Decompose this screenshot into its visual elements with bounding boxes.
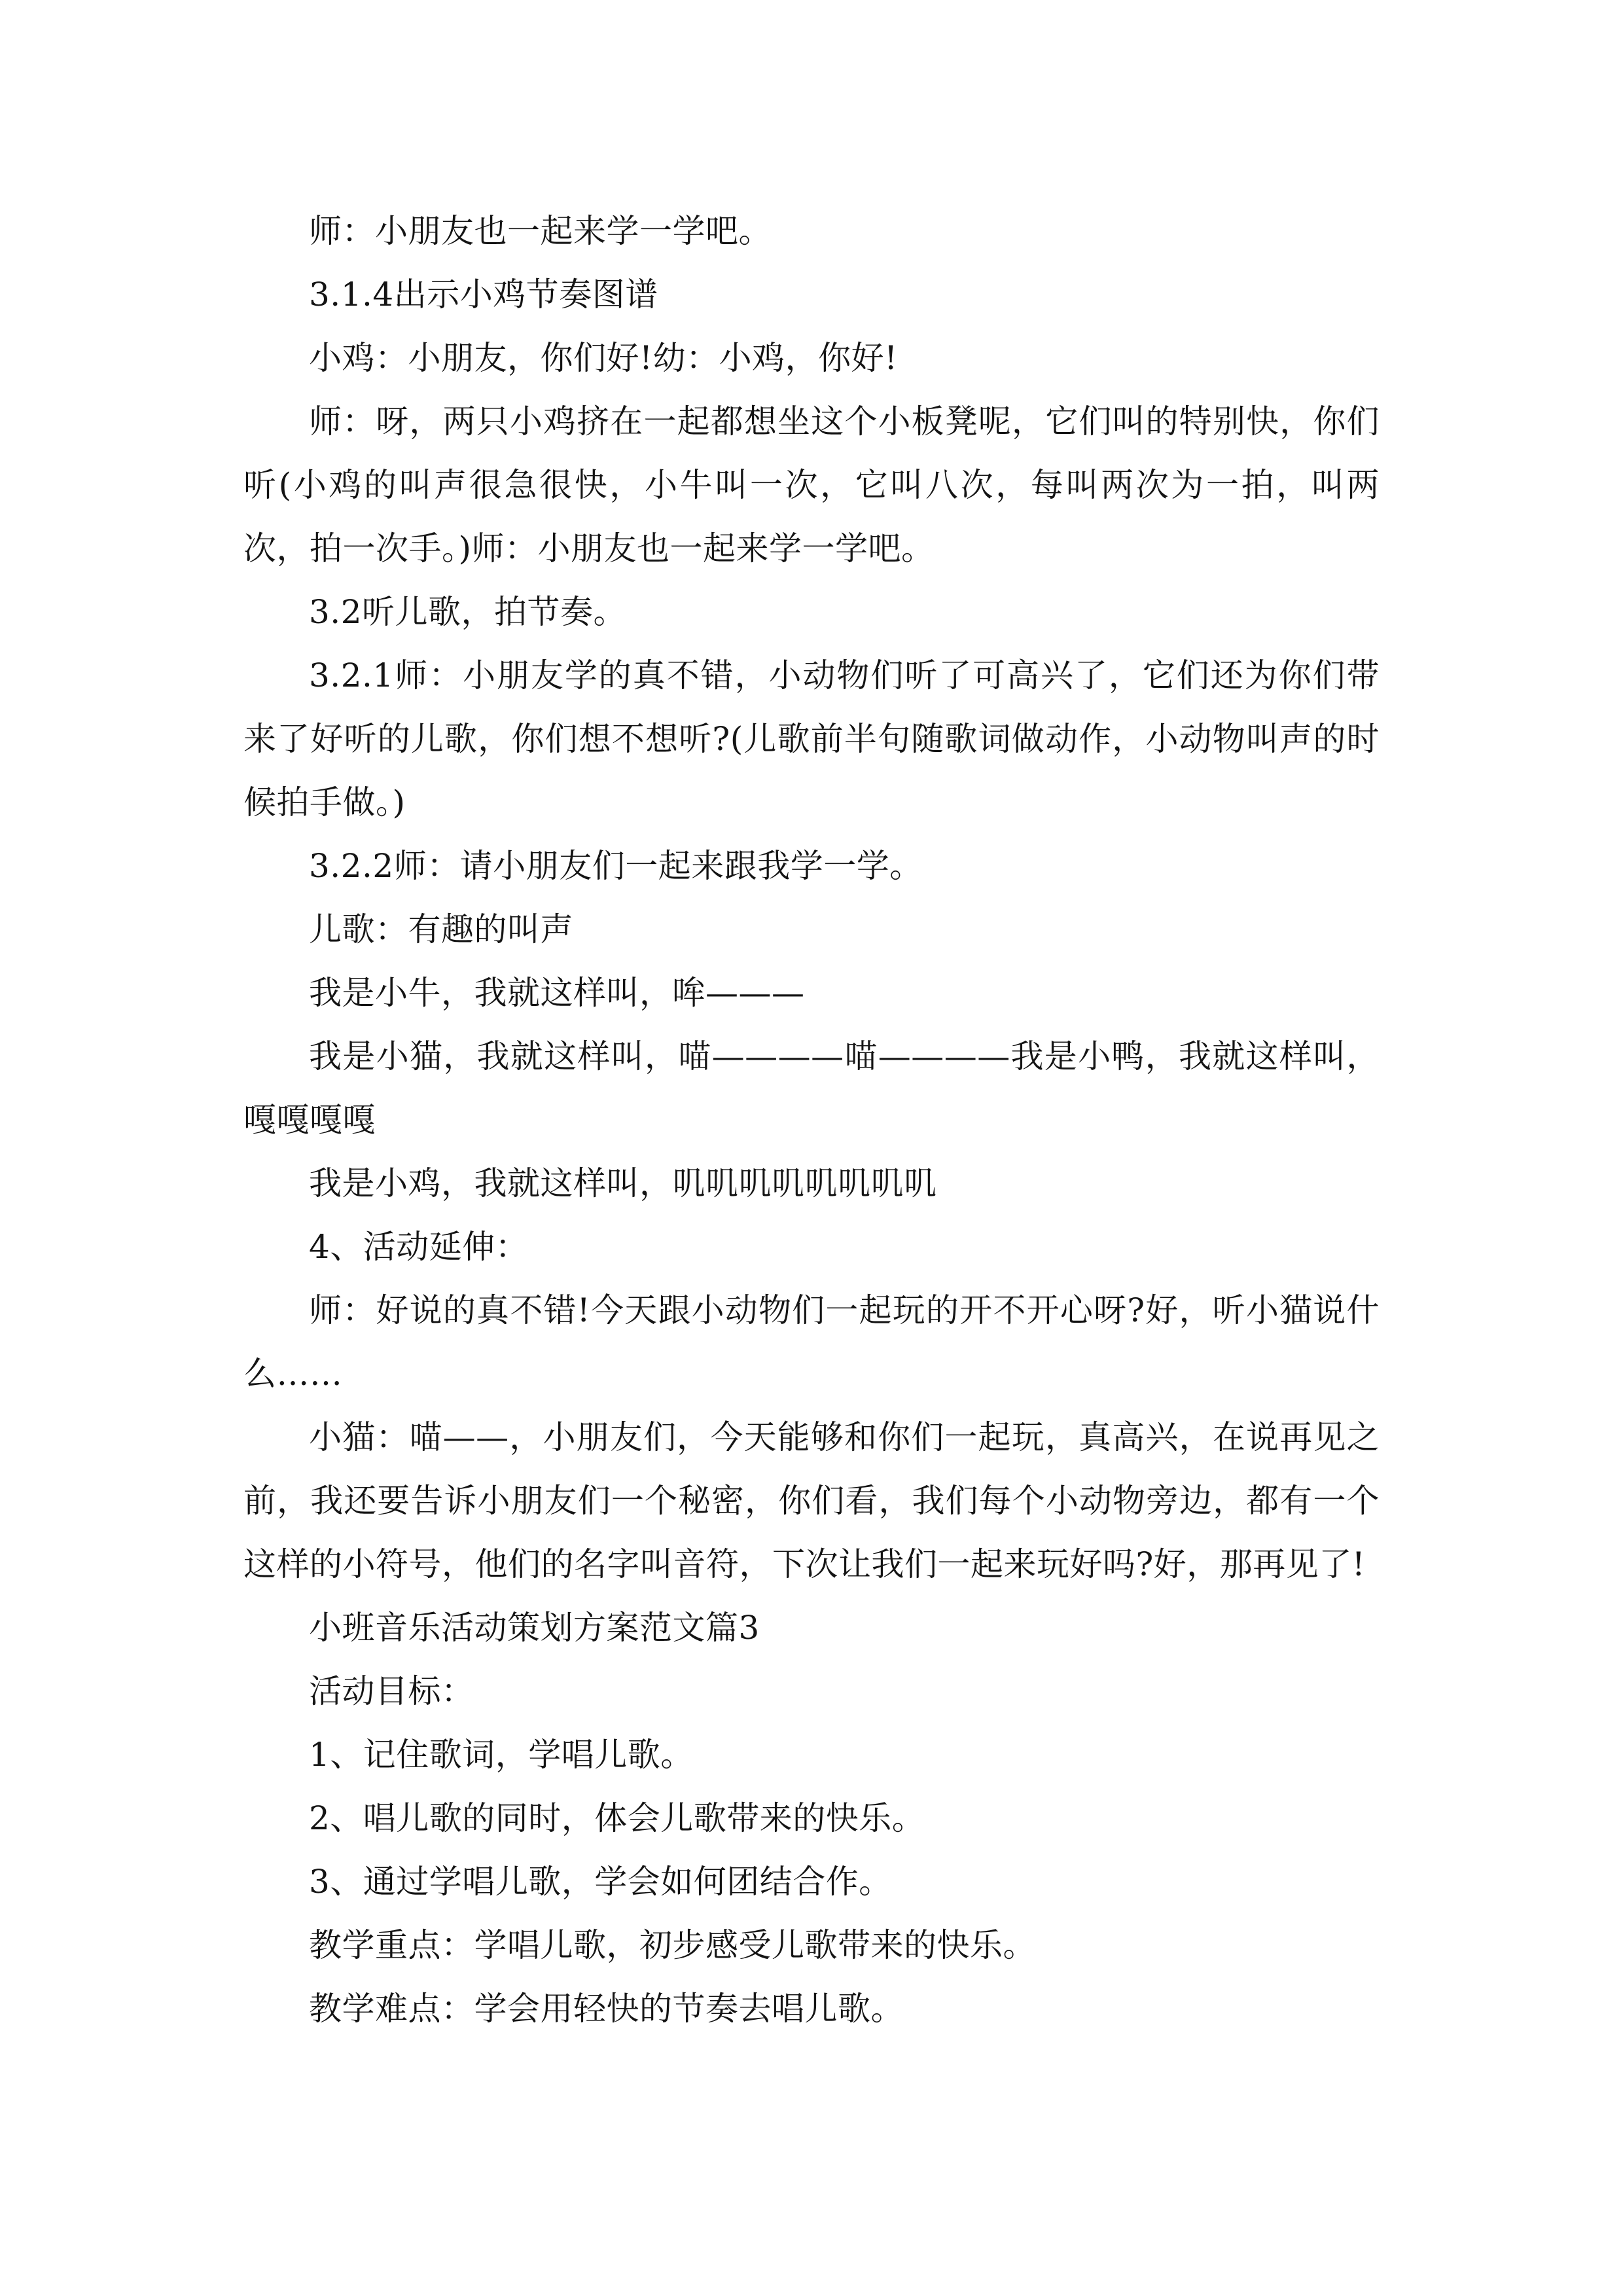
section-heading: 活动目标： [309, 1672, 474, 1710]
section-heading: 3.2听儿歌，拍节奏。 [309, 593, 627, 631]
list-item: 3、通过学唱儿歌，学会如何团结合作。 [309, 1863, 892, 1901]
paragraph: 3.2.2师：请小朋友们一起来跟我学一学。 [309, 847, 923, 885]
paragraph: 教学难点：学会用轻快的节奏去唱儿歌。 [309, 1990, 904, 2028]
paragraph: 师：呀，两只小鸡挤在一起都想坐这个小板凳呢，它们叫的特别快，你们听(小鸡的叫声很急很快，小牛叫一次，它叫八次，每叫两次为一拍，叫两次，拍一次手。)师：小朋友也一起来学一学吧。 [243, 403, 1380, 567]
song-line: 我是小牛，我就这样叫，哞——— [309, 974, 805, 1012]
paragraph: 教学重点：学唱儿歌，初步感受儿歌带来的快乐。 [309, 1926, 1036, 1964]
paragraph: 师：小朋友也一起来学一学吧。 [309, 212, 772, 250]
paragraph: 3.2.1师：小朋友学的真不错，小动物们听了可高兴了，它们还为你们带来了好听的儿歌，你们想不想听?(儿歌前半句随歌词做动作，小动物叫声的时候拍手做。) [243, 656, 1380, 821]
list-item: 2、唱儿歌的同时，体会儿歌带来的快乐。 [309, 1799, 925, 1837]
paragraph: 师：好说的真不错!今天跟小动物们一起玩的开不开心呀?好，听小猫说什么…… [243, 1291, 1380, 1393]
document-body [243, 200, 1380, 2041]
list-item: 1、记住歌词，学唱儿歌。 [309, 1736, 694, 1774]
section-heading: 4、活动延伸： [309, 1228, 529, 1266]
paragraph: 小鸡：小朋友，你们好!幼：小鸡，你好! [309, 339, 898, 377]
article-title: 小班音乐活动策划方案范文篇3 [309, 1609, 760, 1647]
song-title: 儿歌：有趣的叫声 [309, 910, 573, 948]
paragraph: 小猫：喵——，小朋友们，今天能够和你们一起玩，真高兴，在说再见之前，我还要告诉小朋友们一个秘密，你们看，我们每个小动物旁边，都有一个这样的小符号，他们的名字叫音符，下次让我们一起来玩好吗?好，那再见了! [243, 1418, 1380, 1583]
song-line: 我是小猫，我就这样叫，喵————喵————我是小鸭，我就这样叫，嘎嘎嘎嘎 [243, 1037, 1380, 1139]
song-line: 我是小鸡，我就这样叫，叽叽叽叽叽叽叽叽 [309, 1164, 937, 1202]
section-heading: 3.1.4出示小鸡节奏图谱 [309, 276, 658, 314]
